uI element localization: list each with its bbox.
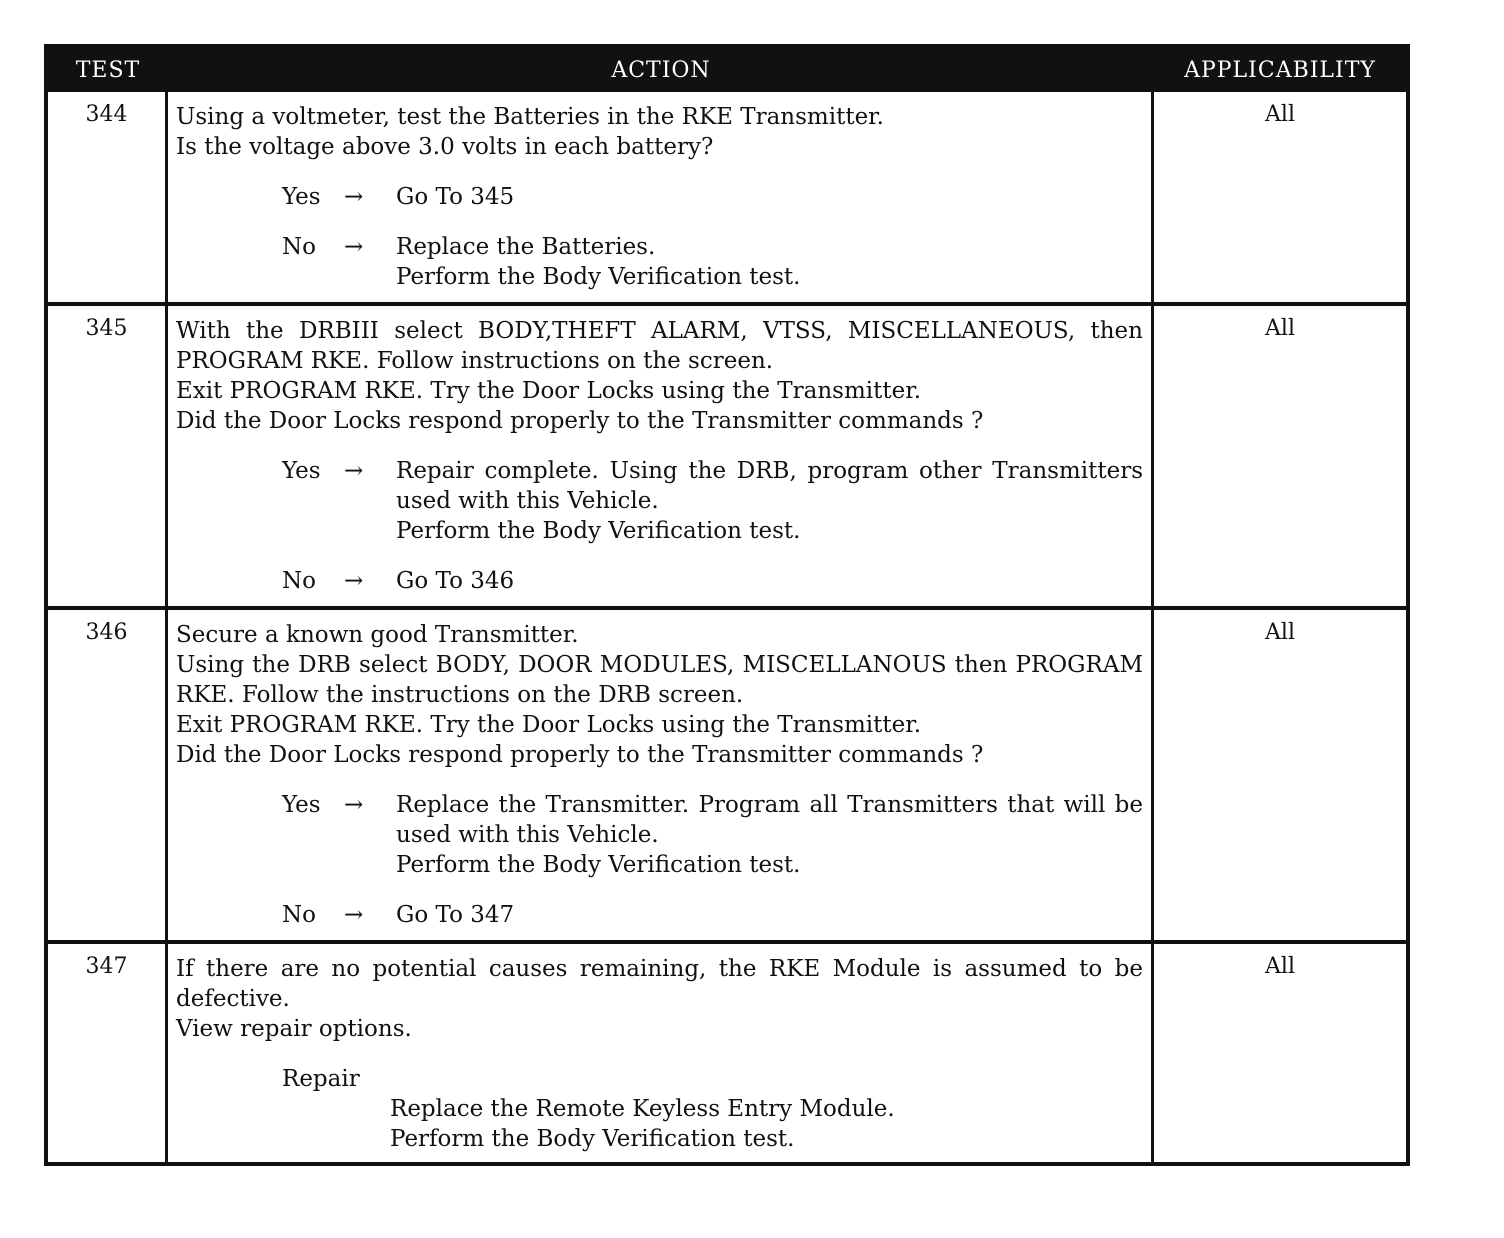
arrow-icon: → (344, 234, 364, 260)
question-line: Did the Door Locks respond properly to the Transmitter commands ? (176, 408, 984, 434)
question-line: Secure a known good Transmitter. (176, 622, 579, 648)
question-line: If there are no potential causes remaining, the RKE Module is assumed to be defective. (176, 956, 1143, 1012)
no-label: No (282, 902, 316, 928)
test-number: 346 (48, 610, 168, 940)
yes-text: Repair complete. Using the DRB, program other Transmitters used with this Vehicle. (396, 458, 1143, 514)
action-cell (168, 610, 1154, 940)
question (176, 316, 1143, 436)
no-option (176, 900, 1143, 930)
yes-text: Go To 345 (396, 184, 515, 210)
question (176, 954, 1143, 1044)
test-number: 345 (48, 306, 168, 606)
action-cell (168, 306, 1154, 606)
no-option (176, 232, 1143, 292)
header-test: TEST (75, 57, 141, 83)
header-action: ACTION (611, 57, 711, 83)
table-row (48, 940, 1406, 1162)
yes-label: Yes (282, 184, 321, 210)
repair-text: Replace the Remote Keyless Entry Module. (390, 1096, 895, 1122)
no-text: Replace the Batteries. (396, 234, 656, 260)
question-line: Exit PROGRAM RKE. Try the Door Locks using the Transmitter. (176, 712, 922, 738)
action-cell (168, 944, 1154, 1162)
yes-text: Perform the Body Verification test. (396, 518, 801, 544)
yes-text: Perform the Body Verification test. (396, 852, 801, 878)
repair-label: Repair (282, 1066, 360, 1092)
action-cell (168, 92, 1154, 302)
question-line: Is the voltage above 3.0 volts in each battery? (176, 134, 714, 160)
repair-text: Perform the Body Verification test. (390, 1126, 795, 1152)
header-applicability: APPLICABILITY (1184, 57, 1376, 83)
repair-section (282, 1064, 1143, 1154)
arrow-icon: → (344, 902, 364, 928)
table-row (48, 302, 1406, 606)
arrow-icon: → (344, 568, 364, 594)
table-row (48, 606, 1406, 940)
test-number: 347 (48, 944, 168, 1162)
question-line: Using a voltmeter, test the Batteries in the RKE Transmitter. (176, 104, 884, 130)
applicability: All (1265, 316, 1295, 341)
applicability: All (1265, 620, 1295, 645)
applicability: All (1265, 954, 1295, 979)
no-text: Go To 346 (396, 568, 515, 594)
question-line: View repair options. (176, 1016, 412, 1042)
arrow-icon: → (344, 792, 364, 818)
table-header (48, 48, 1406, 92)
no-label: No (282, 234, 316, 260)
question (176, 620, 1143, 770)
question-line: Using the DRB select BODY, DOOR MODULES, MISCELLANOUS then PROGRAM RKE. Follow the instructions on the DRB screen. (176, 652, 1143, 708)
applicability: All (1265, 102, 1295, 127)
no-text: Perform the Body Verification test. (396, 264, 801, 290)
yes-option (176, 790, 1143, 880)
yes-option (176, 182, 1143, 212)
question (176, 102, 1143, 162)
no-text: Go To 347 (396, 902, 515, 928)
question-line: Exit PROGRAM RKE. Try the Door Locks using the Transmitter. (176, 378, 922, 404)
question-line: With the DRBIII select BODY,THEFT ALARM, VTSS, MISCELLANEOUS, then PROGRAM RKE. Follow instructions on the screen. (176, 318, 1143, 374)
test-number: 344 (48, 92, 168, 302)
yes-label: Yes (282, 792, 321, 818)
arrow-icon: → (344, 458, 364, 484)
question-line: Did the Door Locks respond properly to the Transmitter commands ? (176, 742, 984, 768)
yes-text: Replace the Transmitter. Program all Transmitters that will be used with this Vehicle. (396, 792, 1143, 848)
no-option (176, 566, 1143, 596)
table-row (48, 92, 1406, 302)
yes-label: Yes (282, 458, 321, 484)
yes-option (176, 456, 1143, 546)
no-label: No (282, 568, 316, 594)
diagnostic-table (44, 44, 1410, 1166)
arrow-icon: → (344, 184, 364, 210)
